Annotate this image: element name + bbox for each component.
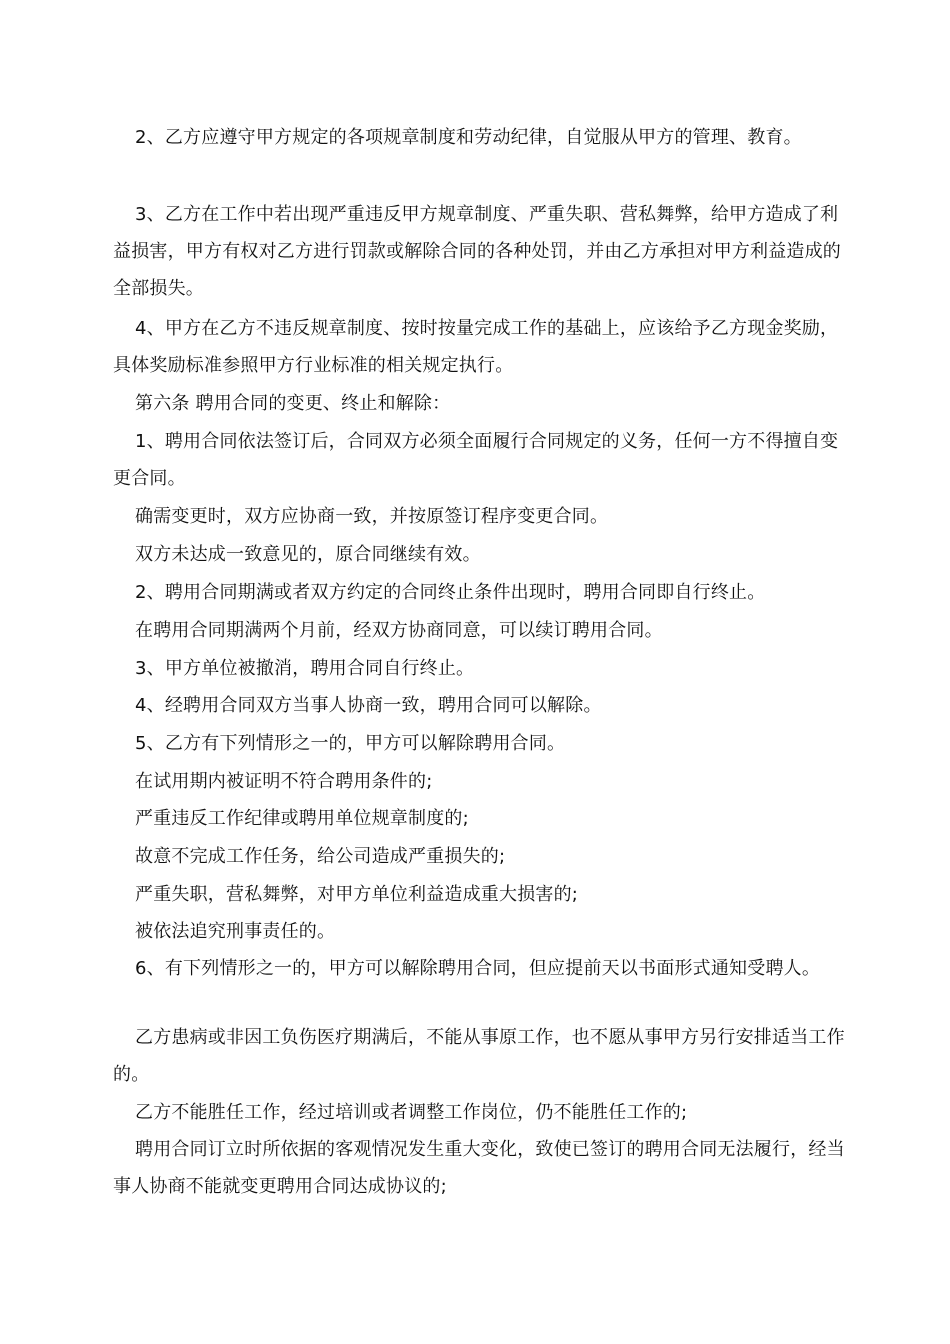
paragraph-article6-item-6: 6、有下列情形之一的，甲方可以解除聘用合同，但应提前天以书面形式通知受聘人。 bbox=[135, 958, 821, 979]
paragraph-article6-item-4: 4、经聘用合同双方当事人协商一致，聘用合同可以解除。 bbox=[135, 695, 602, 716]
list-item-illness: 乙方患病或非因工负伤医疗期满后，不能从事原工作，也不愿从事甲方另行安排适当工作的。 bbox=[113, 1027, 845, 1085]
list-item-incomplete-work: 故意不完成工作任务，给公司造成严重损失的; bbox=[135, 846, 506, 867]
paragraph-clause-2: 2、乙方应遵守甲方规定的各项规章制度和劳动纪律，自觉服从甲方的管理、教育。 bbox=[135, 127, 802, 148]
paragraph-clause-4: 4、甲方在乙方不违反规章制度、按时按量完成工作的基础上，应该给予乙方现金奖励，具体奖励标准参照甲方行业标准的相关规定执行。 bbox=[113, 318, 839, 376]
paragraph-article6-item-1: 1、聘用合同依法签订后，合同双方必须全面履行合同规定的义务，任何一方不得擅自变更合同。 bbox=[113, 431, 839, 489]
article-six-heading: 第六条 聘用合同的变更、终止和解除： bbox=[135, 393, 451, 414]
paragraph-article6-item-5: 5、乙方有下列情形之一的，甲方可以解除聘用合同。 bbox=[135, 733, 566, 754]
paragraph-change-negotiation: 确需变更时，双方应协商一致，并按原签订程序变更合同。 bbox=[135, 506, 609, 527]
list-item-incompetence: 乙方不能胜任工作，经过培训或者调整工作岗位，仍不能胜任工作的; bbox=[135, 1102, 688, 1123]
list-item-probation: 在试用期内被证明不符合聘用条件的; bbox=[135, 771, 433, 792]
list-item-discipline: 严重违反工作纪律或聘用单位规章制度的; bbox=[135, 808, 469, 829]
paragraph-article6-item-2: 2、聘用合同期满或者双方约定的合同终止条件出现时，聘用合同即自行终止。 bbox=[135, 582, 766, 603]
paragraph-no-agreement: 双方未达成一致意见的，原合同继续有效。 bbox=[135, 544, 481, 565]
list-item-misconduct: 严重失职，营私舞弊，对甲方单位利益造成重大损害的; bbox=[135, 884, 579, 905]
list-item-criminal-liability: 被依法追究刑事责任的。 bbox=[135, 921, 336, 942]
paragraph-renewal: 在聘用合同期满两个月前，经双方协商同意，可以续订聘用合同。 bbox=[135, 620, 663, 641]
paragraph-article6-item-3: 3、甲方单位被撤消，聘用合同自行终止。 bbox=[135, 658, 475, 679]
list-item-changed-circumstances: 聘用合同订立时所依据的客观情况发生重大变化，致使已签订的聘用合同无法履行，经当事人协商不能就变更聘用合同达成协议的; bbox=[113, 1139, 845, 1197]
paragraph-clause-3: 3、乙方在工作中若出现严重违反甲方规章制度、严重失职、营私舞弊，给甲方造成了利益损害，甲方有权对乙方进行罚款或解除合同的各种处罚，并由乙方承担对甲方利益造成的全部损失。 bbox=[113, 204, 841, 299]
